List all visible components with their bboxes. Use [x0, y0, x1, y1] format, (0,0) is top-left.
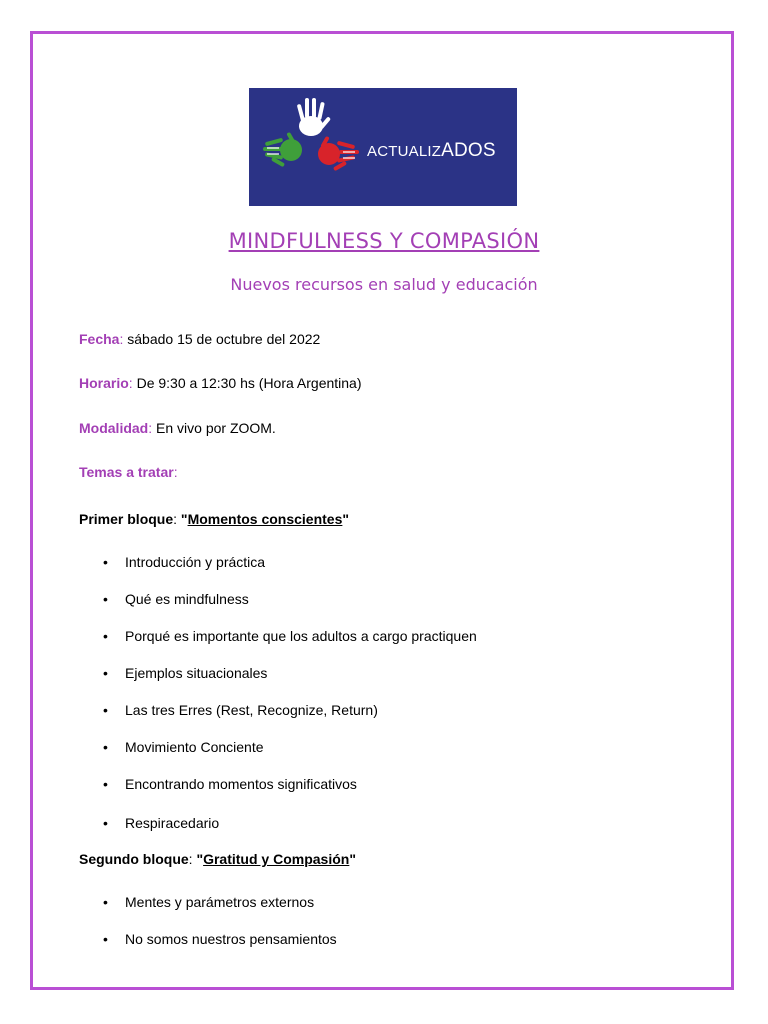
- list-item: • Respiracedario: [125, 815, 219, 831]
- brand-name: ACTUALIZADOS: [367, 140, 496, 161]
- list-item: • Porqué es importante que los adultos a cargo practiquen: [125, 628, 477, 644]
- list-item: • Introducción y práctica: [125, 554, 265, 570]
- list-item: • Mentes y parámetros externos: [125, 894, 314, 910]
- list-item: • Encontrando momentos significativos: [125, 776, 357, 792]
- horario-line: Horario: De 9:30 a 12:30 hs (Hora Argentina): [79, 375, 362, 391]
- fecha-label: Fecha: [79, 331, 120, 347]
- modalidad-value: En vivo por ZOOM.: [156, 420, 276, 436]
- list-item: • Las tres Erres (Rest, Recognize, Return): [125, 702, 378, 718]
- horario-value: De 9:30 a 12:30 hs (Hora Argentina): [136, 375, 362, 391]
- fecha-line: Fecha: sábado 15 de octubre del 2022: [79, 331, 321, 347]
- primer-bloque-heading: Primer bloque: "Momentos conscientes": [79, 511, 350, 527]
- primer-bloque-title: Momentos conscientes: [187, 511, 343, 527]
- modalidad-line: Modalidad: En vivo por ZOOM.: [79, 420, 276, 436]
- list-item: • Qué es mindfulness: [125, 591, 249, 607]
- fecha-value: sábado 15 de octubre del 2022: [127, 331, 321, 347]
- segundo-bloque-heading: Segundo bloque: "Gratitud y Compasión": [79, 851, 356, 867]
- temas-line: Temas a tratar:: [79, 464, 178, 480]
- list-item: • No somos nuestros pensamientos: [125, 931, 337, 947]
- temas-label: Temas a tratar: [79, 464, 174, 480]
- segundo-bloque-title: Gratitud y Compasión: [203, 851, 350, 867]
- segundo-bloque-label: Segundo bloque: [79, 851, 189, 867]
- primer-bloque-label: Primer bloque: [79, 511, 174, 527]
- horario-label: Horario: [79, 375, 129, 391]
- page-subtitle: Nuevos recursos en salud y educación: [230, 275, 538, 294]
- list-item: • Ejemplos situacionales: [125, 665, 267, 681]
- list-item: • Movimiento Conciente: [125, 739, 264, 755]
- actualizados-logo: [249, 88, 517, 206]
- page-title: MINDFULNESS Y COMPASIÓN: [228, 229, 540, 253]
- modalidad-label: Modalidad: [79, 420, 149, 436]
